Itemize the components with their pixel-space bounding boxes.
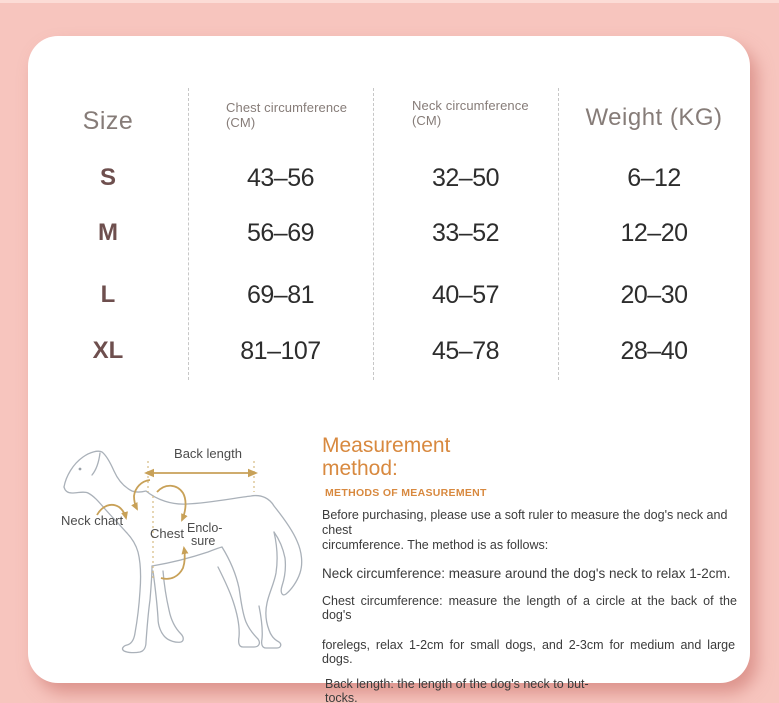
back-instruction-line1: Back length: the length of the dog's neck to but- [325,677,589,691]
size-table [28,36,750,386]
back-instruction-line2: tocks. [325,691,358,703]
back-length-instruction [325,677,750,703]
neck-girth-label: Neck chart [61,513,124,528]
chest-label: Chest [150,526,184,541]
chest-cell: 81–107 [240,337,321,365]
measure-dotted-lines [148,461,254,578]
intro-paragraph [322,508,750,553]
chest-cell: 43–56 [246,164,315,192]
size-guide-card [28,36,750,703]
size-cell: M [98,219,118,246]
header-neck-line1: Neck circumference [412,98,529,113]
chest-instruction-line1: Chest circumference: measure the length of a circle at the back of the dog's [322,594,737,622]
back-length-label: Back length [174,446,242,461]
chest-cell: 56–69 [246,219,315,247]
neck-cell: 33–52 [431,219,500,247]
neck-cell: 40–57 [431,281,500,309]
header-neck-line2: (CM) [412,112,442,128]
enclosure-label-line1: Enclo- [187,521,223,535]
dog-outline-illustration [40,430,325,692]
table-row-xl [28,334,750,368]
intro-line2: circumference. The method is as follows: [322,538,549,552]
chest-instruction [322,594,750,666]
table-row-m [28,216,750,250]
header-chest-line2: (CM) [226,114,256,130]
table-row-l [28,278,750,312]
neck-cell: 32–50 [431,164,500,192]
size-cell: XL [92,337,124,364]
enclosure-label-line2: sure [191,533,216,548]
chest-instruction-line2: forelegs, relax 1-2cm for small dogs, and 2-3cm for medium and large dogs. [322,638,736,666]
neck-cell: 45–78 [431,337,500,365]
dog-body-outline [64,451,302,652]
header-weight: Weight (KG) [585,104,723,131]
table-header-row [28,98,750,148]
table-row-s [28,161,750,195]
neck-instruction: Neck circumference: measure around the dog's neck to relax 1-2cm. [322,566,731,581]
weight-cell: 12–20 [620,219,688,247]
intro-line1: Before purchasing, please use a soft ruler to measure the dog's neck and chest [322,508,728,537]
title-line1: Measurement [322,434,451,457]
title-line2: method: [322,457,398,480]
size-cell: L [100,281,116,308]
measurement-method-section [322,434,750,703]
weight-cell: 28–40 [620,337,688,365]
withers-arrow [134,480,150,509]
dog-eye [79,468,82,471]
weight-cell: 20–30 [620,281,688,309]
weight-cell: 6–12 [627,164,681,192]
header-chest-line1: Chest circumference [226,100,348,115]
header-size: Size [82,107,134,135]
enclosure-label [187,522,222,547]
measurement-diagram [40,430,325,692]
measurement-method-subtitle: METHODS OF MEASUREMENT [325,487,487,499]
header-chest-circumference [226,101,347,130]
header-neck-circumference [412,99,529,128]
size-cell: S [99,164,116,191]
chest-cell: 69–81 [246,281,315,309]
measurement-method-title [322,434,750,480]
